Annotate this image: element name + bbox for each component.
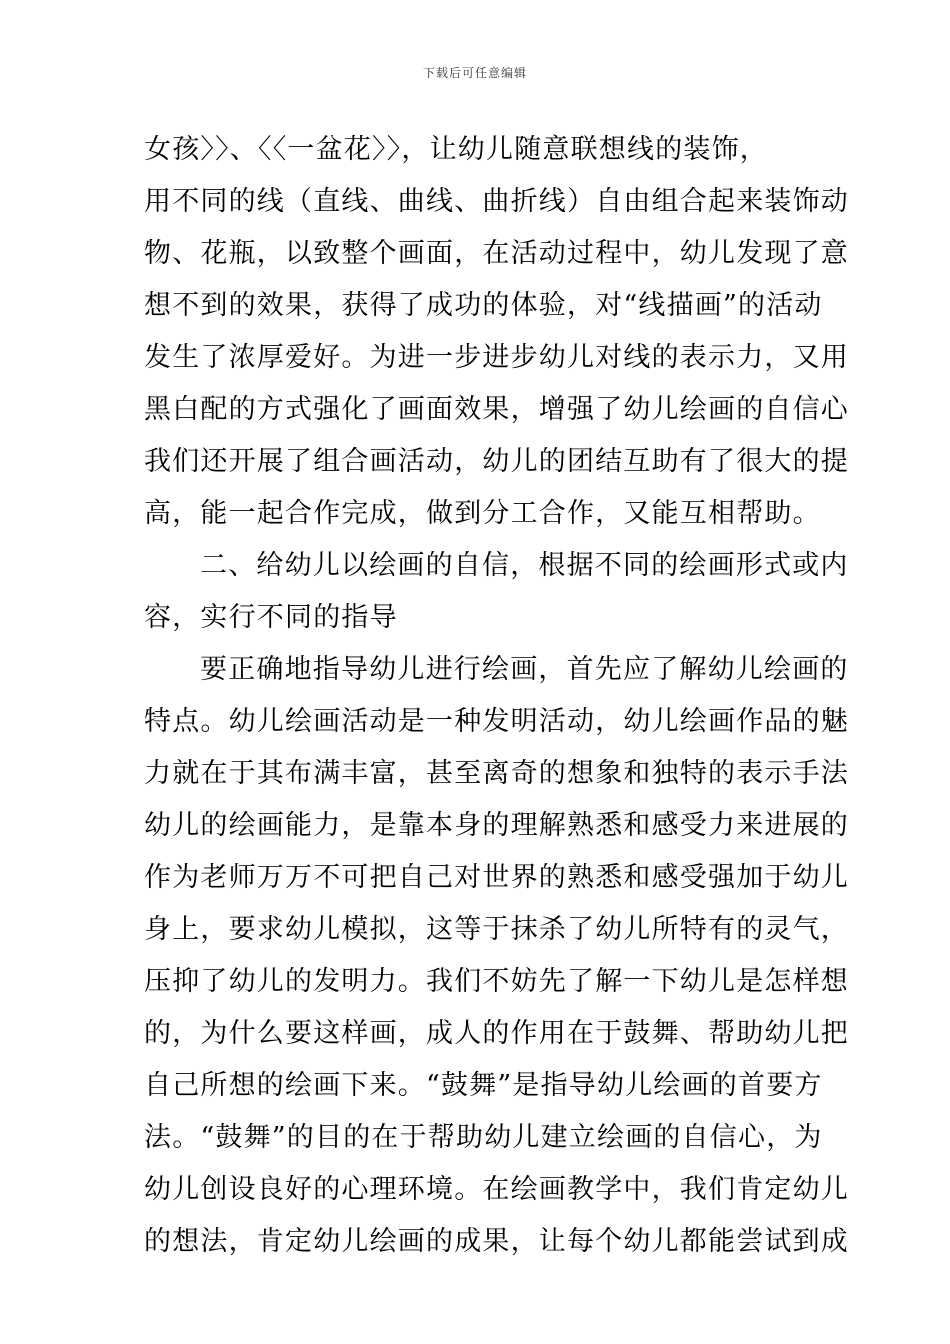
text-line: 自己所想的绘画下来。“鼓舞”是指导幼儿绘画的首要方: [144, 1070, 823, 1101]
text-line: 女孩〉〉、〈〈一盆花〉〉，让幼儿随意联想线的装饰，: [144, 134, 768, 165]
text-line: 的，为什么要这样画，成人的作用在于鼓舞、帮助幼儿把: [144, 1018, 849, 1049]
section-heading-line: 二、给幼儿以绘画的自信，根据不同的绘画形式或内: [200, 550, 849, 581]
text-line: 物、花瓶，以致整个画面，在活动过程中，幼儿发现了意: [144, 238, 849, 269]
text-line: 压抑了幼儿的发明力。我们不妨先了解一下幼儿是怎样想: [144, 966, 849, 997]
text-line: 想不到的效果，获得了成功的体验，对“线描画”的活动: [144, 290, 823, 321]
text-line: 黑白配的方式强化了画面效果，增强了幼儿绘画的自信心: [144, 394, 849, 425]
text-line: 的想法，肯定幼儿绘画的成果，让每个幼儿都能尝试到成: [144, 1226, 849, 1257]
text-line: 特点。幼儿绘画活动是一种发明活动，幼儿绘画作品的魅: [144, 706, 849, 737]
paragraph-start-line: 要正确地指导幼儿进行绘画，首先应了解幼儿绘画的: [200, 654, 849, 685]
body-text: [144, 124, 849, 1268]
text-line: 发生了浓厚爱好。为进一步进步幼儿对线的表示力，又用: [144, 342, 849, 373]
page-header: 下载后可任意编辑: [422, 66, 527, 80]
text-line: 幼儿的绘画能力，是靠本身的理解熟悉和感受力来进展的: [144, 810, 849, 841]
text-line: 幼儿创设良好的心理环境。在绘画教学中，我们肯定幼儿: [144, 1174, 849, 1205]
text-line: 我们还开展了组合画活动，幼儿的团结互助有了很大的提: [144, 446, 849, 477]
text-line: 力就在于其布满丰富，甚至离奇的想象和独特的表示手法: [144, 758, 849, 789]
text-line: 作为老师万万不可把自己对世界的熟悉和感受强加于幼儿: [144, 862, 849, 893]
text-line: 用不同的线（直线、曲线、曲折线）自由组合起来装饰动: [144, 186, 849, 217]
text-line: 高，能一起合作完成，做到分工合作，又能互相帮助。: [144, 498, 821, 529]
text-line: 身上，要求幼儿模拟，这等于抹杀了幼儿所特有的灵气，: [144, 914, 849, 945]
section-heading-line: 容，实行不同的指导: [144, 602, 398, 633]
text-line: 法。“鼓舞”的目的在于帮助幼儿建立绘画的自信心，为: [144, 1122, 823, 1153]
